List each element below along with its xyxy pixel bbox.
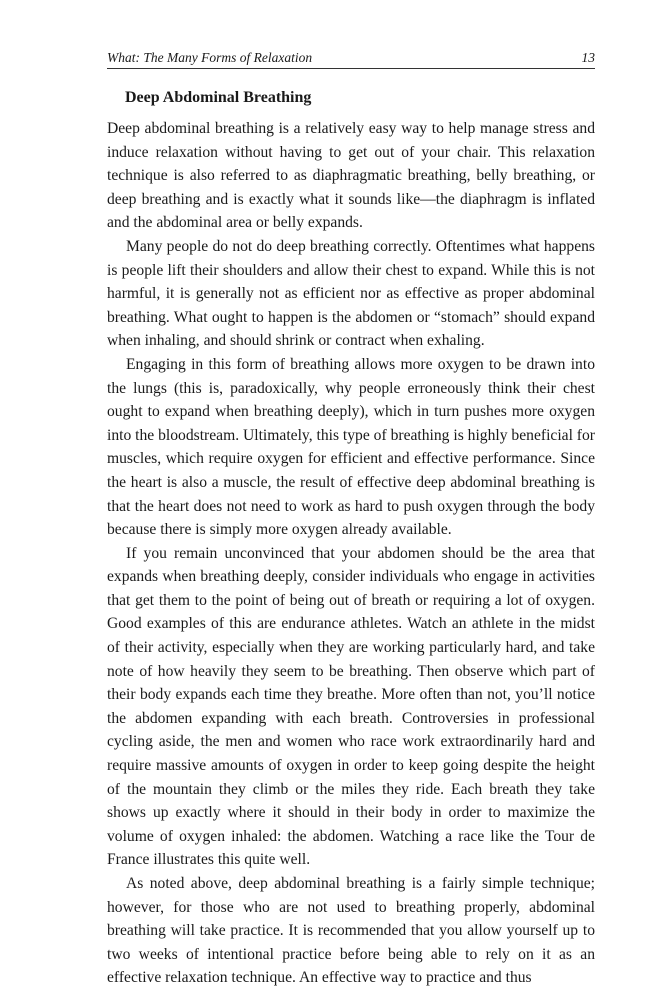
paragraph: If you remain unconvinced that your abdomen should be the area that expands when breathing deeply, consider individuals who engage in activities that get them to the point of being out of breath or requiring a lot of oxygen. Good examples of this are endurance athletes. Watch an athlete in the midst of their activity, especially when they are working particularly hard, and take note of how heavily they seem to be breathing. Then observe which part of their body expands each time they breathe. More often than not, you’ll notice the abdomen expanding with each breath. Controversies in professional cycling aside, the men and women who race work extraordinarily hard and require massive amounts of oxygen in order to keep going despite the height of the mountain they climb or the miles they ride. Each breath they take shows up exactly where it should in their body in order to maximize the volume of oxygen inhaled: the abdomen. Watching a race like the Tour de France illustrates this quite well.	[107, 544, 595, 869]
running-title: What: The Many Forms of Relaxation	[107, 50, 313, 65]
paragraph: Engaging in this form of breathing allows more oxygen to be drawn into the lungs (this is, paradoxically, why people erroneously think their chest ought to expand when breathing deeply), which in turn pushes more oxygen into the bloodstream. Ultimately, this type of breathing is highly beneficial for muscles, which require oxygen for efficient and effective performance. Since the heart is also a muscle, the result of effective deep abdominal breathing is that the heart does not need to work as hard to push oxygen through the body because there is simply more oxygen already available.	[107, 355, 595, 539]
running-header	[107, 50, 595, 69]
body-text	[107, 117, 595, 990]
section-heading: Deep Abdominal Breathing	[125, 89, 312, 106]
paragraph: Many people do not do deep breathing correctly. Oftentimes what happens is people lift their shoulders and allow their chest to expand. While this is not harmful, it is generally not as efficient nor as effective as proper abdominal breathing. What ought to happen is the abdomen or “stomach” should expand when inhaling, and should shrink or contract when exhaling.	[107, 237, 595, 350]
paragraph: As noted above, deep abdominal breathing is a fairly simple technique; however, for those who are not used to breathing properly, abdominal breathing will take practice. It is recommended that you allow yourself up to two weeks of intentional practice before being able to rely on it as an effective relaxation technique. An effective way to practice and thus	[107, 875, 595, 987]
paragraph: Deep abdominal breathing is a relatively easy way to help manage stress and induce relaxation without having to get out of your chair. This relaxation technique is also referred to as diaphragmatic breathing, belly breathing, or deep breathing and is exactly what it sounds like—the diaphragm is inflated and the abdominal area or belly expands.	[107, 120, 595, 232]
page-number: 13	[581, 50, 595, 65]
